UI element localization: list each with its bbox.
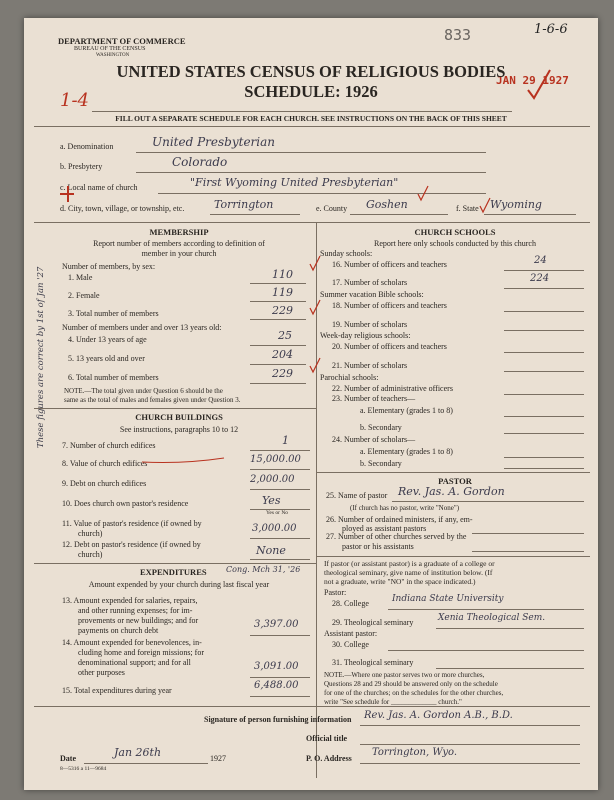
- membership-note1: NOTE.—The total given under Question 6 should be the: [64, 387, 223, 395]
- q5-value: 204: [272, 348, 293, 361]
- q27-label-2: pastor or his assistants: [342, 542, 414, 551]
- q26-label: 26. Number of ordained ministers, if any, em-: [326, 515, 473, 524]
- q14-label-2: cluding home and foreign missions; for: [78, 648, 204, 657]
- q24-label: 24. Number of scholars—: [332, 435, 416, 444]
- asst-label: Assistant pastor:: [324, 629, 378, 638]
- q6-value: 229: [272, 367, 293, 380]
- po-address-value: Torrington, Wyo.: [372, 747, 458, 758]
- q11-label: 11. Value of pastor's residence (if owned by: [62, 519, 202, 528]
- presbytery-label: b. Presbytery: [60, 162, 103, 171]
- q2-label: 2. Female: [68, 291, 100, 300]
- q17-value: 224: [530, 273, 550, 284]
- q10-label: 10. Does church own pastor's residence: [62, 499, 189, 508]
- grad-text-3: not a graduate, write "NO" in the space indicated.): [324, 577, 476, 586]
- city-label: WASHINGTON: [96, 53, 130, 58]
- q11-label-2: church): [78, 529, 103, 538]
- buildings-title: CHURCH BUILDINGS: [135, 412, 223, 422]
- q7-label: 7. Number of church edifices: [62, 441, 156, 450]
- schools-sub: Report here only schools conducted by this church: [374, 239, 536, 248]
- bureau-label: BUREAU OF THE CENSUS: [74, 46, 146, 52]
- sunday-label: Sunday schools:: [320, 249, 373, 258]
- q25-value: Rev. Jas. A. Gordon: [398, 485, 505, 498]
- pastor-sublabel: Pastor:: [324, 588, 347, 597]
- q5-label: 5. 13 years old and over: [68, 354, 145, 363]
- q26-label-2: ployed as assistant pastors: [342, 524, 427, 533]
- dept-label: DEPARTMENT OF COMMERCE: [58, 36, 186, 46]
- schedule-title: SCHEDULE: 1926: [244, 82, 378, 101]
- q20-label: 20. Number of officers and teachers: [332, 342, 447, 351]
- date-label: Date: [60, 754, 76, 763]
- q4-label: 4. Under 13 years of age: [68, 335, 147, 344]
- schools-title: CHURCH SCHOOLS: [414, 227, 496, 237]
- q13-value: 3,397.00: [254, 619, 299, 630]
- membership-sub1: Report number of members according to definition of: [93, 239, 265, 248]
- presbytery-value: Colorado: [172, 155, 228, 169]
- q14-label-4: other purposes: [78, 668, 125, 677]
- q31-label: 31. Theological seminary: [332, 658, 414, 667]
- q16-value: 24: [534, 255, 547, 266]
- date-value: Jan 26th: [114, 746, 162, 759]
- instruction-line: FILL OUT A SEPARATE SCHEDULE FOR EACH CHURCH. SEE INSTRUCTIONS ON THE BACK OF THIS SHEET: [115, 114, 507, 123]
- signature-label: Signature of person furnishing information: [204, 715, 352, 724]
- q11-value: 3,000.00: [252, 523, 297, 534]
- q9-label: 9. Debt on church edifices: [62, 479, 147, 488]
- parochial-label: Parochial schools:: [320, 373, 379, 382]
- pastor-note-4: write "See schedule for _____________ church.": [324, 698, 462, 706]
- denomination-label: a. Denomination: [60, 142, 114, 151]
- q27-label: 27. Number of other churches served by the: [326, 532, 467, 541]
- q15-value: 6,488.00: [254, 680, 299, 691]
- grad-text-2: theological seminary, give name of institution below. (If: [324, 568, 493, 577]
- stamp-number: 833: [444, 26, 472, 44]
- yes-no-hint: Yes or No: [266, 510, 289, 516]
- q17-label: 17. Number of scholars: [332, 278, 408, 287]
- q8-label: 8. Value of church edifices: [62, 459, 148, 468]
- po-address-label: P. O. Address: [306, 754, 352, 763]
- city-field-value: Torrington: [214, 198, 274, 211]
- expenditures-note: Cong. Mch 31, '26: [226, 565, 301, 574]
- bysex-label: Number of members, by sex:: [62, 262, 156, 271]
- pastor-note-1: NOTE.—Where one pastor serves two or more churches,: [324, 671, 485, 679]
- q30-label: 30. College: [332, 640, 369, 649]
- q24a-label: a. Elementary (grades 1 to 8): [360, 447, 453, 456]
- membership-note2: same as the total of males and females given under Question 3.: [64, 396, 241, 404]
- q28-value: Indiana State University: [392, 594, 504, 604]
- q23a-label: a. Elementary (grades 1 to 8): [360, 406, 453, 415]
- received-date-stamp: JAN 29 1927: [496, 74, 569, 87]
- census-form: [24, 18, 598, 790]
- q1-label: 1. Male: [68, 273, 93, 282]
- pastor-note-3: for one of the churches; on the schedules for the other churches,: [324, 689, 504, 697]
- q25-label: 25. Name of pastor: [326, 491, 388, 500]
- q23-label: 23. Number of teachers—: [332, 394, 416, 403]
- q13-label-3: provements or new buildings; and for: [78, 616, 199, 625]
- q23b-label: b. Secondary: [360, 423, 402, 432]
- q2-value: 119: [272, 286, 293, 299]
- county-value: Goshen: [366, 198, 408, 211]
- q16-label: 16. Number of officers and teachers: [332, 260, 447, 269]
- q14-value: 3,091.00: [254, 661, 299, 672]
- q25-hint: (If church has no pastor, write "None"): [350, 504, 460, 512]
- form-number: 8—5316 a 11—9684: [60, 766, 107, 772]
- red-mark: 1-4: [60, 90, 89, 111]
- q1-value: 110: [272, 268, 293, 281]
- church-name-label: c. Local name of church: [60, 183, 138, 192]
- q18-label: 18. Number of officers and teachers: [332, 301, 447, 310]
- q8-value: 15,000.00: [250, 454, 301, 465]
- county-label: e. County: [316, 204, 348, 213]
- q14-label-3: denominational support; and for all: [78, 658, 191, 667]
- q12-value: None: [256, 544, 286, 557]
- q22-label: 22. Number of administrative officers: [332, 384, 453, 393]
- church-name-value: "First Wyoming United Presbyterian": [190, 176, 399, 189]
- year-value: 1927: [210, 754, 226, 763]
- margin-note: These figures are correct by 1st of Jan '27: [36, 266, 46, 448]
- signature-value: Rev. Jas. A. Gordon A.B., B.D.: [364, 710, 513, 721]
- age-label: Number of members under and over 13 years old:: [62, 323, 222, 332]
- q19-label: 19. Number of scholars: [332, 320, 408, 329]
- red-checkmarks: [24, 18, 598, 790]
- q3-value: 229: [272, 304, 293, 317]
- buildings-sub: See instructions, paragraphs 10 to 12: [119, 425, 239, 434]
- state-label: f. State: [456, 204, 479, 213]
- q21-label: 21. Number of scholars: [332, 361, 408, 370]
- q24b-label: b. Secondary: [360, 459, 402, 468]
- q7-value: 1: [282, 434, 289, 447]
- summer-label: Summer vacation Bible schools:: [320, 290, 424, 299]
- q13-label-4: payments on church debt: [78, 626, 159, 635]
- city-field-label: d. City, town, village, or township, etc.: [60, 204, 185, 213]
- q9-value: 2,000.00: [250, 474, 295, 485]
- pastor-title: PASTOR: [438, 476, 472, 486]
- official-title-label: Official title: [306, 734, 348, 743]
- weekday-label: Week-day religious schools:: [320, 331, 411, 340]
- denomination-value: United Presbyterian: [152, 135, 276, 149]
- q10-value: Yes: [262, 494, 281, 507]
- q29-value: Xenia Theological Sem.: [438, 613, 546, 623]
- q12-label-2: church): [78, 550, 103, 559]
- membership-sub2: member in your church: [141, 249, 217, 258]
- q28-label: 28. College: [332, 599, 369, 608]
- corner-note: 1-6-6: [534, 22, 568, 37]
- grad-text-1: If pastor (or assistant pastor) is a graduate of a college or: [324, 559, 495, 568]
- q14-label: 14. Amount expended for benevolences, in-: [62, 638, 202, 647]
- q6-label: 6. Total number of members: [68, 373, 159, 382]
- q29-label: 29. Theological seminary: [332, 618, 414, 627]
- expenditures-sub: Amount expended by your church during last fiscal year: [88, 580, 270, 589]
- expenditures-title: EXPENDITURES: [140, 567, 207, 577]
- q15-label: 15. Total expenditures during year: [62, 686, 172, 695]
- membership-title: MEMBERSHIP: [149, 227, 209, 237]
- q13-label: 13. Amount expended for salaries, repairs,: [62, 596, 198, 605]
- q4-value: 25: [278, 329, 292, 342]
- pastor-note-2: Questions 28 and 29 should be answered only on the schedule: [324, 680, 498, 688]
- q13-label-2: and other running expenses; for im-: [78, 606, 193, 615]
- q12-label: 12. Debt on pastor's residence (if owned by: [62, 540, 201, 549]
- state-value: Wyoming: [490, 198, 542, 211]
- form-title: UNITED STATES CENSUS OF RELIGIOUS BODIES: [116, 62, 506, 81]
- q3-label: 3. Total number of members: [68, 309, 159, 318]
